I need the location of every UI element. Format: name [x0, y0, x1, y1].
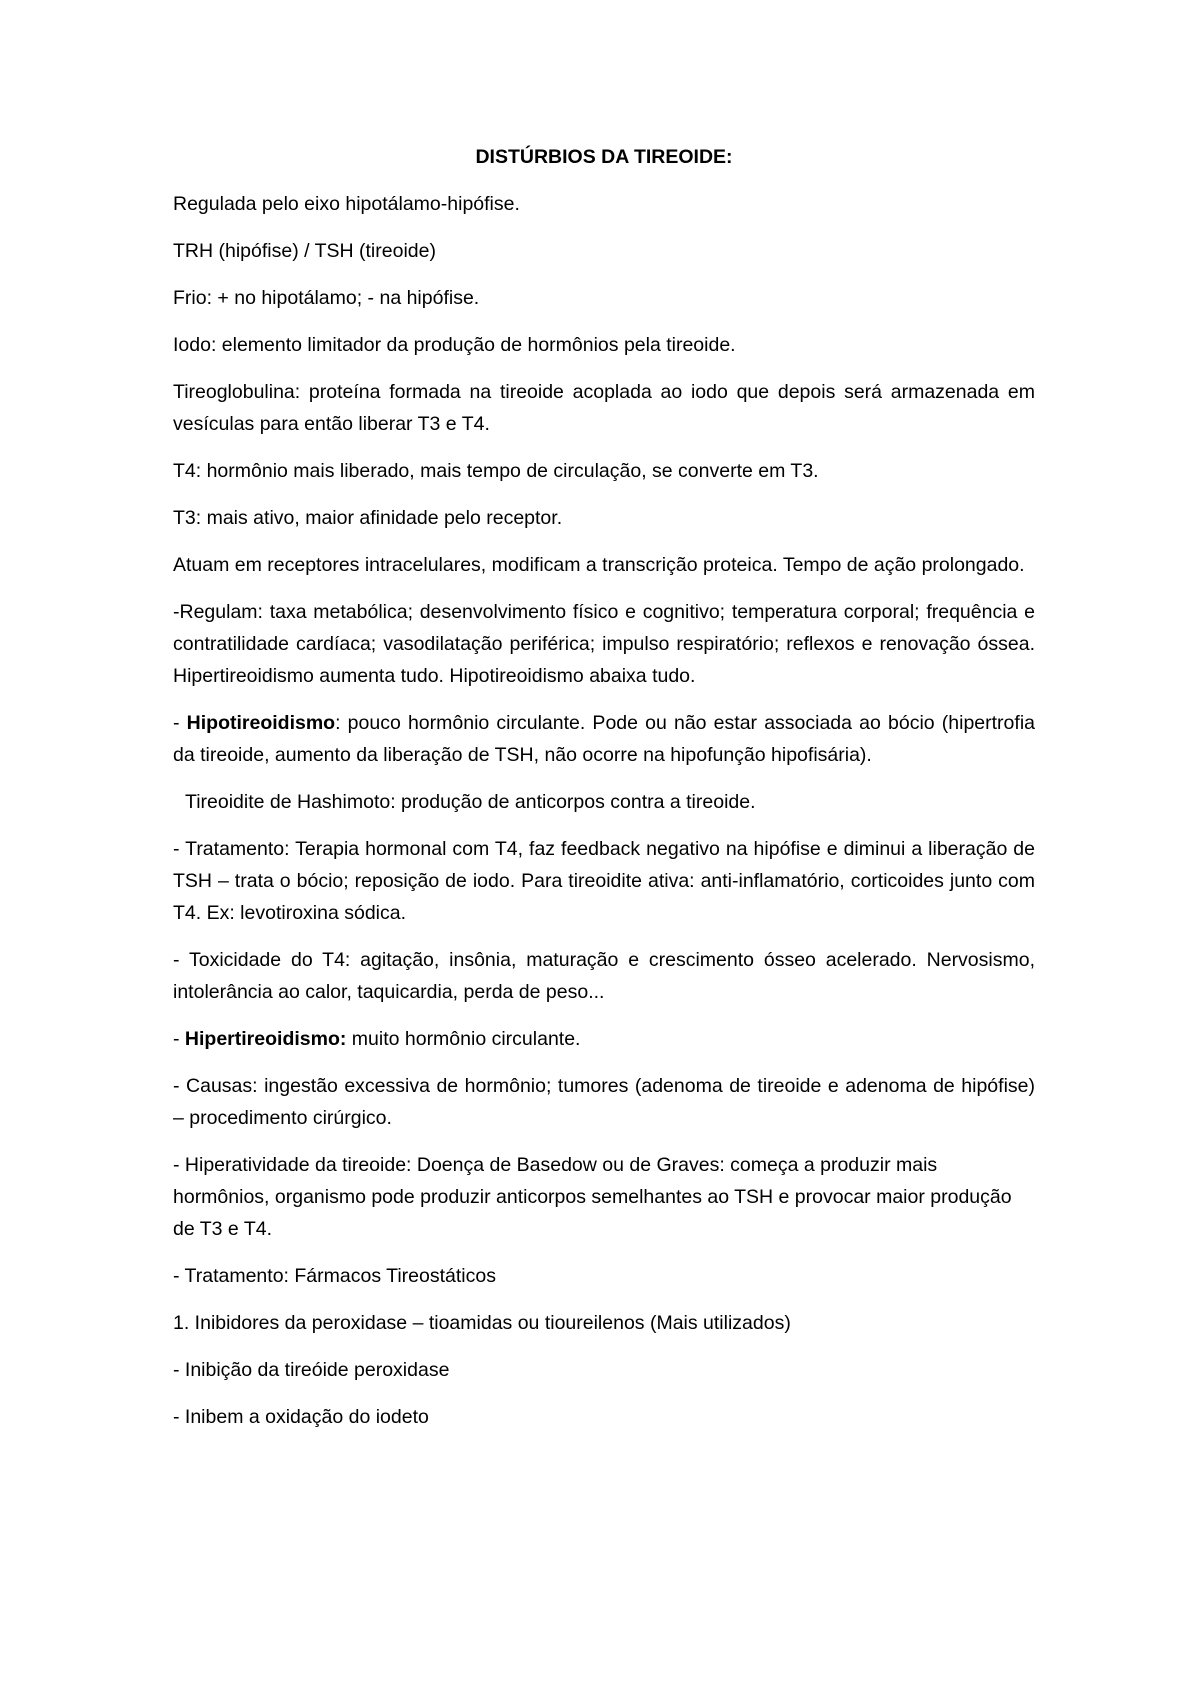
hipotireoidismo-paragraph	[173, 707, 1035, 771]
paragraph: Frio: + no hipotálamo; - na hipófise.	[173, 287, 480, 309]
inibicao-paragraph: - Inibição da tireóide peroxidase	[173, 1359, 450, 1381]
document-title: DISTÚRBIOS DA TIREOIDE:	[475, 146, 733, 168]
hiper-term: Hipertireoidismo:	[184, 1028, 347, 1050]
oxidacao-paragraph: - Inibem a oxidação do iodeto	[173, 1406, 429, 1428]
hiper-prefix: -	[173, 1028, 185, 1050]
hipo-term: Hipotireoidismo	[186, 712, 336, 734]
paragraph: T4: hormônio mais liberado, mais tempo de circulação, se converte em T3.	[173, 460, 819, 482]
paragraph: -Regulam: taxa metabólica; desenvolvimento físico e cognitivo; temperatura corporal; frequência e contratilidade cardíaca; vasodilatação periférica; impulso respiratório; reflexos e renovação óssea. Hipertireoidismo aumenta tudo. Hipotireoidismo abaixa tudo.	[173, 601, 1035, 687]
hipo-prefix: -	[173, 712, 187, 734]
tratamento-hiper-paragraph: - Tratamento: Fármacos Tireostáticos	[173, 1265, 496, 1287]
causas-paragraph: - Causas: ingestão excessiva de hormônio; tumores (adenoma de tireoide e adenoma de hipófise) – procedimento cirúrgico.	[173, 1075, 1035, 1129]
paragraph: Iodo: elemento limitador da produção de hormônios pela tireoide.	[173, 334, 736, 356]
tratamento-hipo-paragraph: - Tratamento: Terapia hormonal com T4, faz feedback negativo na hipófise e diminui a liberação de TSH – trata o bócio; reposição de iodo. Para tireoidite ativa: anti-inflamatório, corticoides junto com T4. Ex: levotiroxina sódica.	[173, 838, 1035, 924]
paragraph: Atuam em receptores intracelulares, modificam a transcrição proteica. Tempo de ação prolongado.	[173, 554, 1025, 576]
paragraph: TRH (hipófise) / TSH (tireoide)	[173, 240, 436, 262]
hashimoto-paragraph: Tireoidite de Hashimoto: produção de anticorpos contra a tireoide.	[185, 791, 756, 813]
document-page	[173, 141, 1035, 1448]
toxicidade-paragraph: - Toxicidade do T4: agitação, insônia, maturação e crescimento ósseo acelerado. Nervosismo, intolerância ao calor, taquicardia, perda de peso...	[173, 949, 1035, 1003]
paragraph: T3: mais ativo, maior afinidade pelo receptor.	[173, 507, 563, 529]
hiper-rest: muito hormônio circulante.	[346, 1028, 581, 1050]
inibidores-paragraph: 1. Inibidores da peroxidase – tioamidas ou tioureilenos (Mais utilizados)	[173, 1312, 791, 1334]
hipertireoidismo-paragraph	[173, 1023, 1035, 1055]
hiperatividade-paragraph: - Hiperatividade da tireoide: Doença de Basedow ou de Graves: começa a produzir mais hormônios, organismo pode produzir anticorpos semelhantes ao TSH e provocar maior produção de T3 e T4.	[173, 1154, 1012, 1240]
paragraph: Regulada pelo eixo hipotálamo-hipófise.	[173, 193, 520, 215]
hipo-rest: : pouco hormônio circulante. Pode ou não estar associada ao bócio (hipertrofia da tireoide, aumento da liberação de TSH, não ocorre na hipofunção hipofisária).	[173, 712, 1035, 766]
paragraph: Tireoglobulina: proteína formada na tireoide acoplada ao iodo que depois será armazenada em vesículas para então liberar T3 e T4.	[173, 381, 1035, 435]
